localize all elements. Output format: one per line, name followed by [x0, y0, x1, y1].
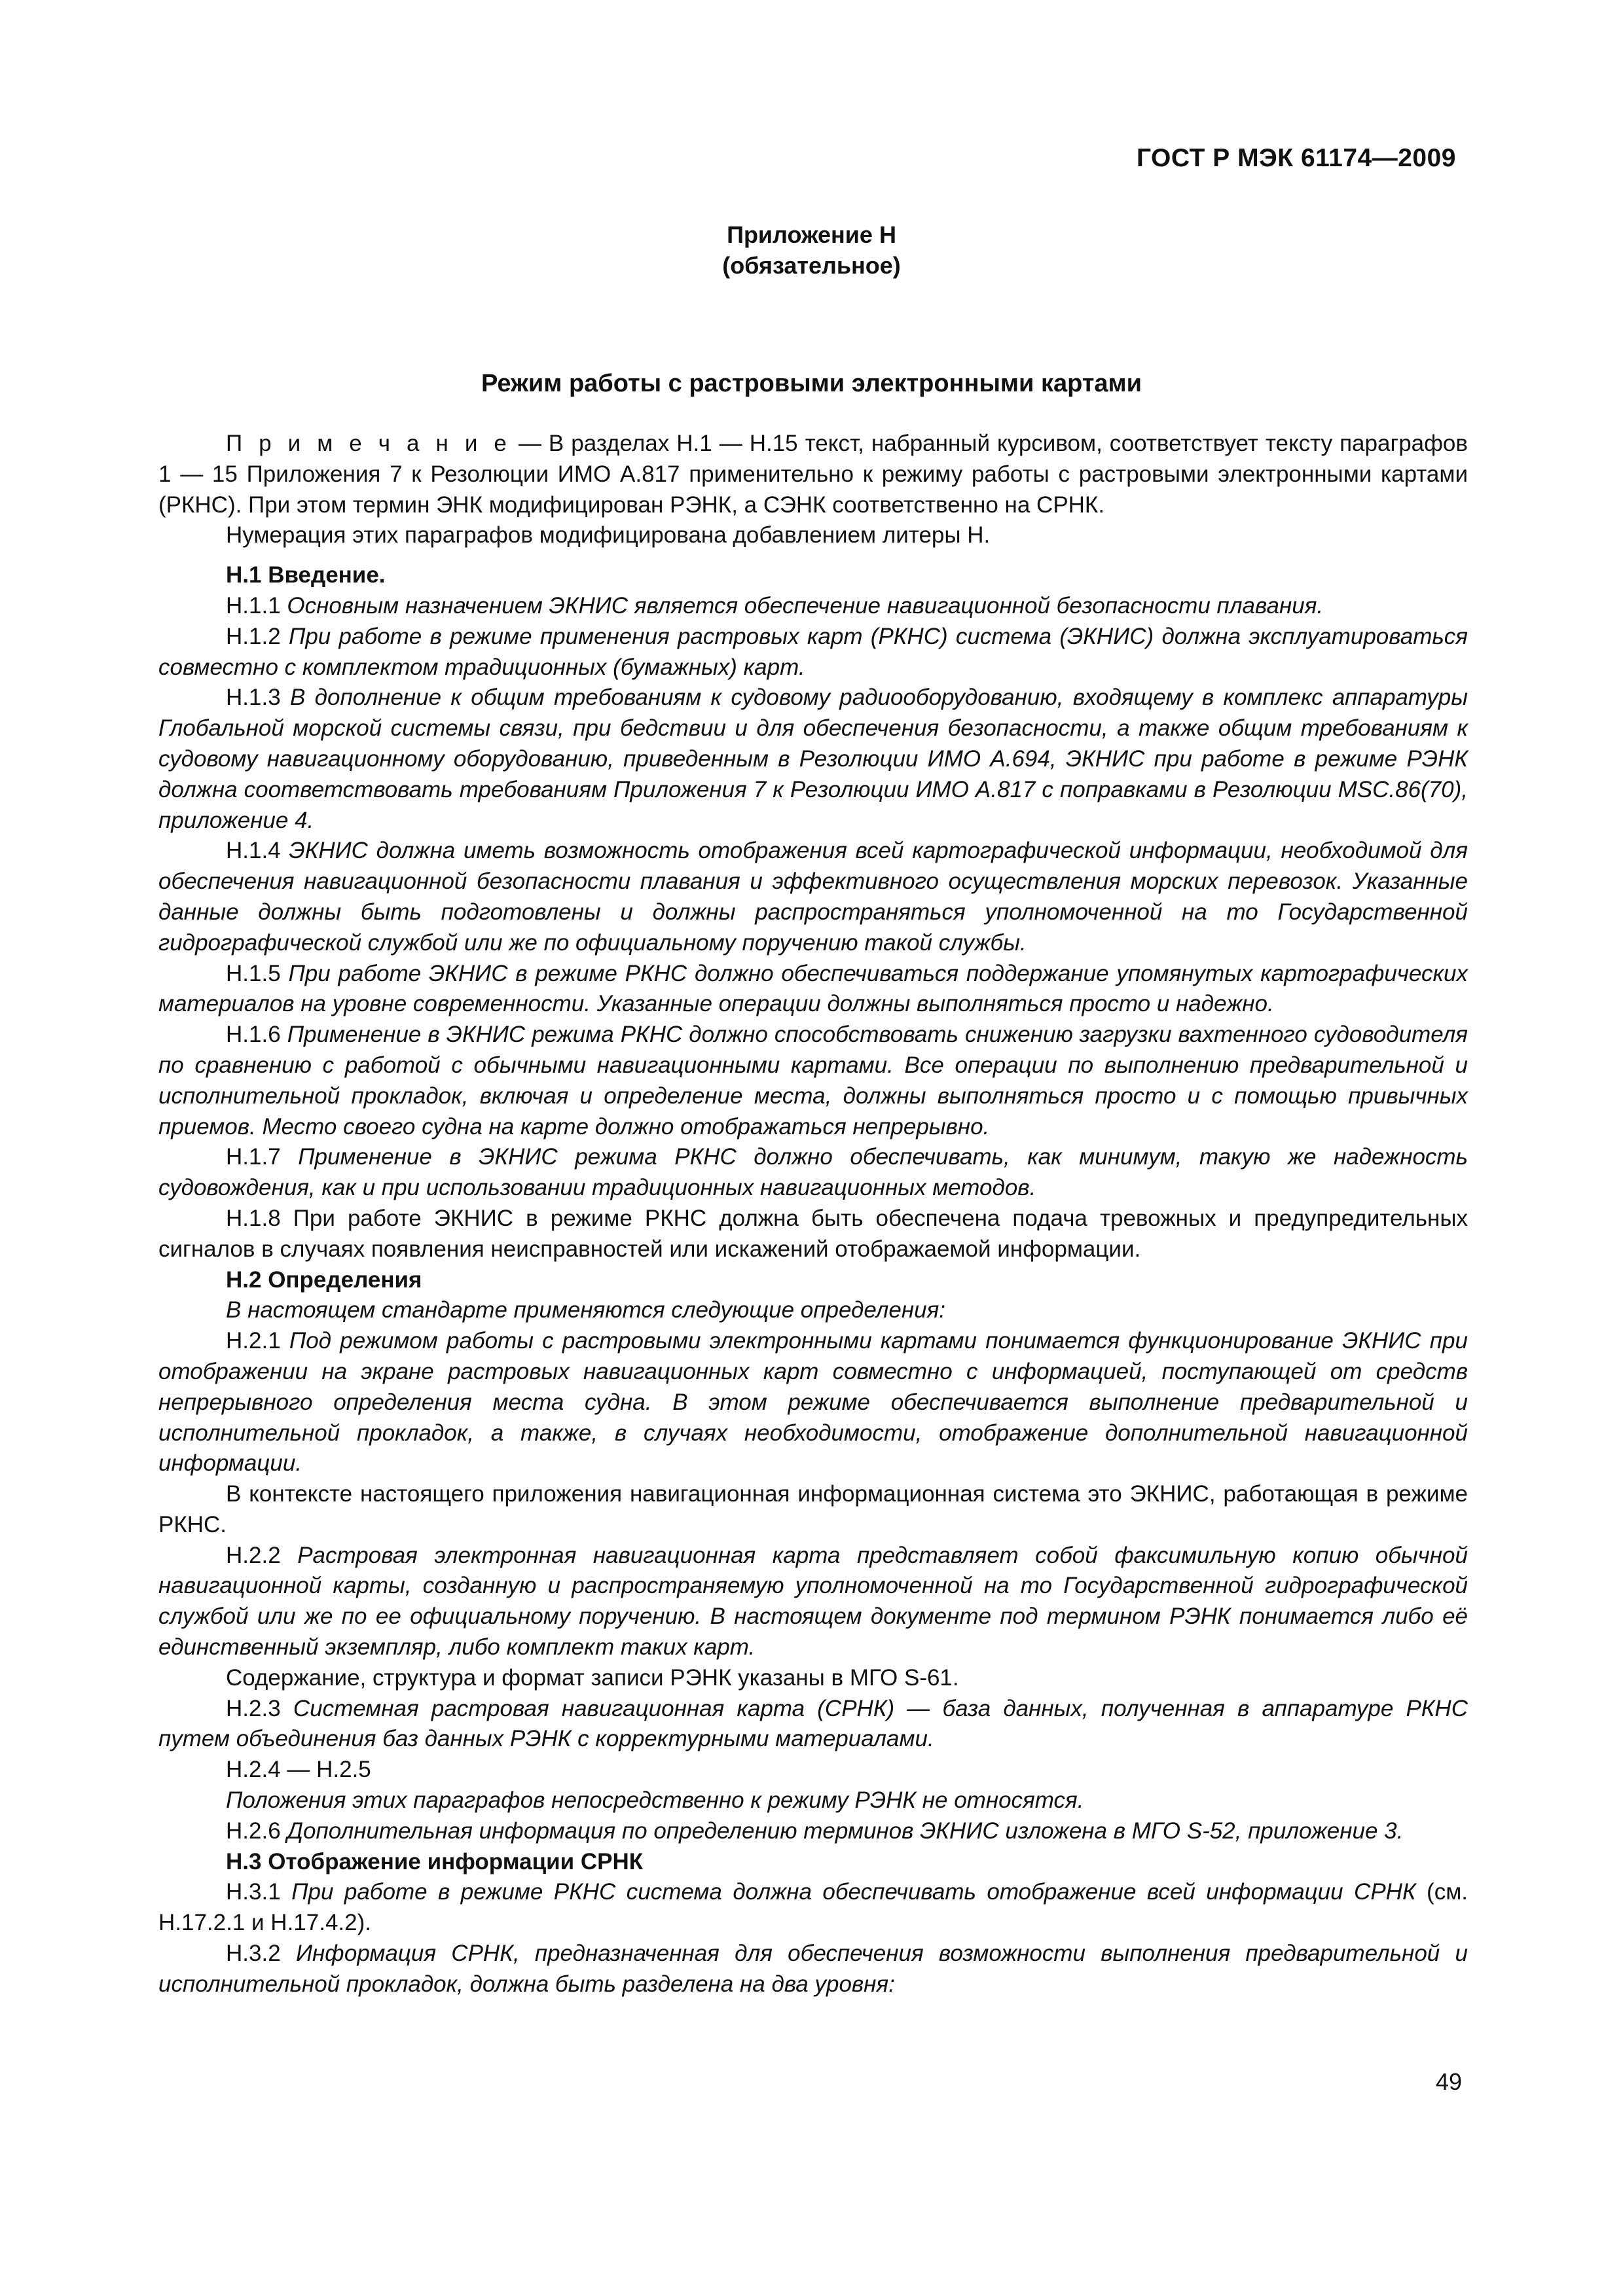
note-paragraph-2: Нумерация этих параграфов модифицирована добавлением литеры Н. — [226, 522, 991, 548]
paragraph-h3-1 — [158, 1877, 1468, 1939]
paragraph-number: Н.2.1 — [226, 1328, 281, 1354]
paragraph-number: Н.1.7 — [226, 1144, 281, 1170]
paragraph-text: Под режимом работы с растровыми электронными картами понимается функционирование ЭКНИС при отображении на экране растровых навигационных карт совместно с информацией, поступающей от средств непрерывного определения места судна. В этом режиме обеспечивается выполнение предварительной и исполнительной прокладок, а также, в случаях необходимости, отображение дополнительной навигационной информации. — [158, 1328, 1468, 1477]
paragraph-text: Применение в ЭКНИС режима РКНС должно способствовать снижению загрузки вахтенного судоводителя по сравнению с работой с обычными навигационными картами. Все операции по выполнению предварительной и исполнительной прокладок, включая и определение места, должны выполняться просто и с помощью привычных приемов. Место своего судна на карте должно отображаться непрерывно. — [158, 1022, 1468, 1139]
paragraph-number: Н.1.2 — [226, 623, 281, 649]
annex-status: (обязательное) — [722, 252, 901, 279]
paragraph-text: ЭКНИС должна иметь возможность отображения всей картографической информации, необходимой для обеспечения навигационной безопасности плавания и эффективного осуществления морских перевозок. Указанные данные должны быть подготовлены и должны распространяться уполномоченной на то Государственной гидрографической службой или же по официальному поручению такой службы. — [158, 838, 1468, 956]
paragraph-h1-2 — [158, 622, 1468, 683]
page-number: 49 — [1435, 2068, 1462, 2095]
paragraph-text: Дополнительная информация по определению терминов ЭКНИС изложена в МГО S-52, приложение 3. — [287, 1818, 1404, 1844]
paragraph-number: Н.1.6 — [226, 1022, 281, 1048]
content-paragraph: Содержание, структура и формат записи РЭНК указаны в МГО S-61. — [226, 1664, 959, 1691]
paragraph-text: При работе в режиме РКНС система должна обеспечивать отображение всей информации СРНК — [291, 1879, 1416, 1905]
definitions-intro: В настоящем стандарте применяются следующие определения: — [226, 1297, 946, 1323]
annex-name: Приложение Н — [727, 221, 896, 248]
document-body — [158, 429, 1468, 2000]
context-paragraph: В контексте настоящего приложения навигационная информационная система это ЭКНИС, работающая в режиме РКНС. — [158, 1481, 1468, 1537]
paragraph-h2-6 — [158, 1816, 1468, 1847]
paragraph-number: Н.1.4 — [226, 838, 281, 864]
paragraph-text: При работе в режиме применения растровых карт (РКНС) система (ЭКНИС) должна эксплуатироваться совместно с комплектом традиционных (бумажных) карт. — [158, 623, 1468, 680]
annex-heading — [0, 219, 1623, 281]
note-paragraph — [158, 429, 1468, 520]
paragraph-h1-4 — [158, 836, 1468, 958]
paragraph-h1-1 — [158, 591, 1468, 622]
section-heading-h1: Н.1 Введение. — [226, 562, 386, 588]
paragraph-text: Основным назначением ЭКНИС является обеспечение навигационной безопасности плавания. — [287, 592, 1324, 619]
paragraph-h1-5 — [158, 959, 1468, 1020]
paragraph-h2-4-5-text: Положения этих параграфов непосредственно к режиму РЭНК не относятся. — [226, 1787, 1084, 1814]
paragraph-h3-2 — [158, 1939, 1468, 2000]
paragraph-text: Информация СРНК, предназначенная для обеспечения возможности выполнения предварительной и исполнительной прокладок, должна быть разделена на два уровня: — [158, 1941, 1468, 1997]
section-heading-h2: Н.2 Определения — [226, 1266, 422, 1293]
paragraph-text: Применение в ЭКНИС режима РКНС должно обеспечивать, как минимум, такую же надежность судовождения, как и при использовании традиционных навигационных методов. — [158, 1144, 1468, 1201]
paragraph-h2-1 — [158, 1326, 1468, 1479]
paragraph-number: Н.3.2 — [226, 1941, 281, 1967]
paragraph-text: При работе ЭКНИС в режиме РКНС должна быть обеспечена подача тревожных и предупредительных сигналов в случаях появления неисправностей или искажений отображаемой информации. — [158, 1205, 1468, 1262]
paragraph-text: Системная растровая навигационная карта (СРНК) — база данных, полученная в аппаратуре РКНС путем объединения баз данных РЭНК с корректурными материалами. — [158, 1695, 1468, 1752]
paragraph-text: Растровая электронная навигационная карта представляет собой факсимильную копию обычной навигационной карты, созданную и распространяемую уполномоченной на то Государственной гидрографической службой или же по ее официальному поручению. В настоящем документе под термином РЭНК понимается либо её единственный экземпляр, либо комплект таких карт. — [158, 1542, 1468, 1660]
standard-header: ГОСТ Р МЭК 61174—2009 — [1136, 144, 1456, 172]
paragraph-number: Н.1.8 — [226, 1205, 281, 1231]
section-heading-h3: Н.3 Отображение информации СРНК — [226, 1848, 644, 1874]
paragraph-text: При работе ЭКНИС в режиме РКНС должно обеспечиваться поддержание упомянутых картографических материалов на уровне современности. Указанные операции должны выполняться просто и надежно. — [158, 960, 1468, 1017]
annex-title: Режим работы с растровыми электронными картами — [481, 370, 1142, 397]
paragraph-reference: (см. Н.17.2.1 и Н.17.4.2). — [158, 1879, 1468, 1936]
note-dash: — — [511, 431, 549, 456]
paragraph-number: Н.2.6 — [226, 1818, 281, 1844]
paragraph-h1-7 — [158, 1142, 1468, 1204]
paragraph-h1-3 — [158, 683, 1468, 836]
paragraph-h1-6 — [158, 1020, 1468, 1142]
paragraph-number: Н.2.3 — [226, 1695, 281, 1721]
paragraph-number: Н.1.1 — [226, 592, 281, 619]
paragraph-number: Н.1.3 — [226, 685, 281, 711]
paragraph-number: Н.1.5 — [226, 960, 281, 986]
paragraph-h2-4-5: Н.2.4 — Н.2.5 — [226, 1757, 371, 1783]
note-text: В разделах Н.1 — Н.15 текст, набранный курсивом, соответствует тексту параграфов 1 — 15 Приложения 7 к Резолюции ИМО А.817 применительно к режиму работы с растровыми электронными картами (РКНС). При этом термин ЭНК модифицирован РЭНК, а СЭНК соответственно на СРНК. — [158, 431, 1468, 518]
paragraph-h1-8 — [158, 1204, 1468, 1265]
paragraph-h2-3 — [158, 1694, 1468, 1755]
paragraph-number: Н.3.1 — [226, 1879, 281, 1905]
paragraph-number: Н.2.2 — [226, 1542, 281, 1568]
paragraph-h2-2 — [158, 1541, 1468, 1663]
paragraph-text: В дополнение к общим требованиям к судовому радиооборудованию, входящему в комплекс аппаратуры Глобальной морской системы связи, при бедствии и для обеспечения безопасности, а также общим требованиям к судовому навигационному оборудованию, приведенным в Резолюции ИМО А.694, ЭКНИС при работе в режиме РЭНК должна соответствовать требованиям Приложения 7 к Резолюции ИМО А.817 с поправками в Резолюции MSC.86(70), приложение 4. — [158, 685, 1468, 833]
note-label: П р и м е ч а н и е — [226, 431, 511, 456]
